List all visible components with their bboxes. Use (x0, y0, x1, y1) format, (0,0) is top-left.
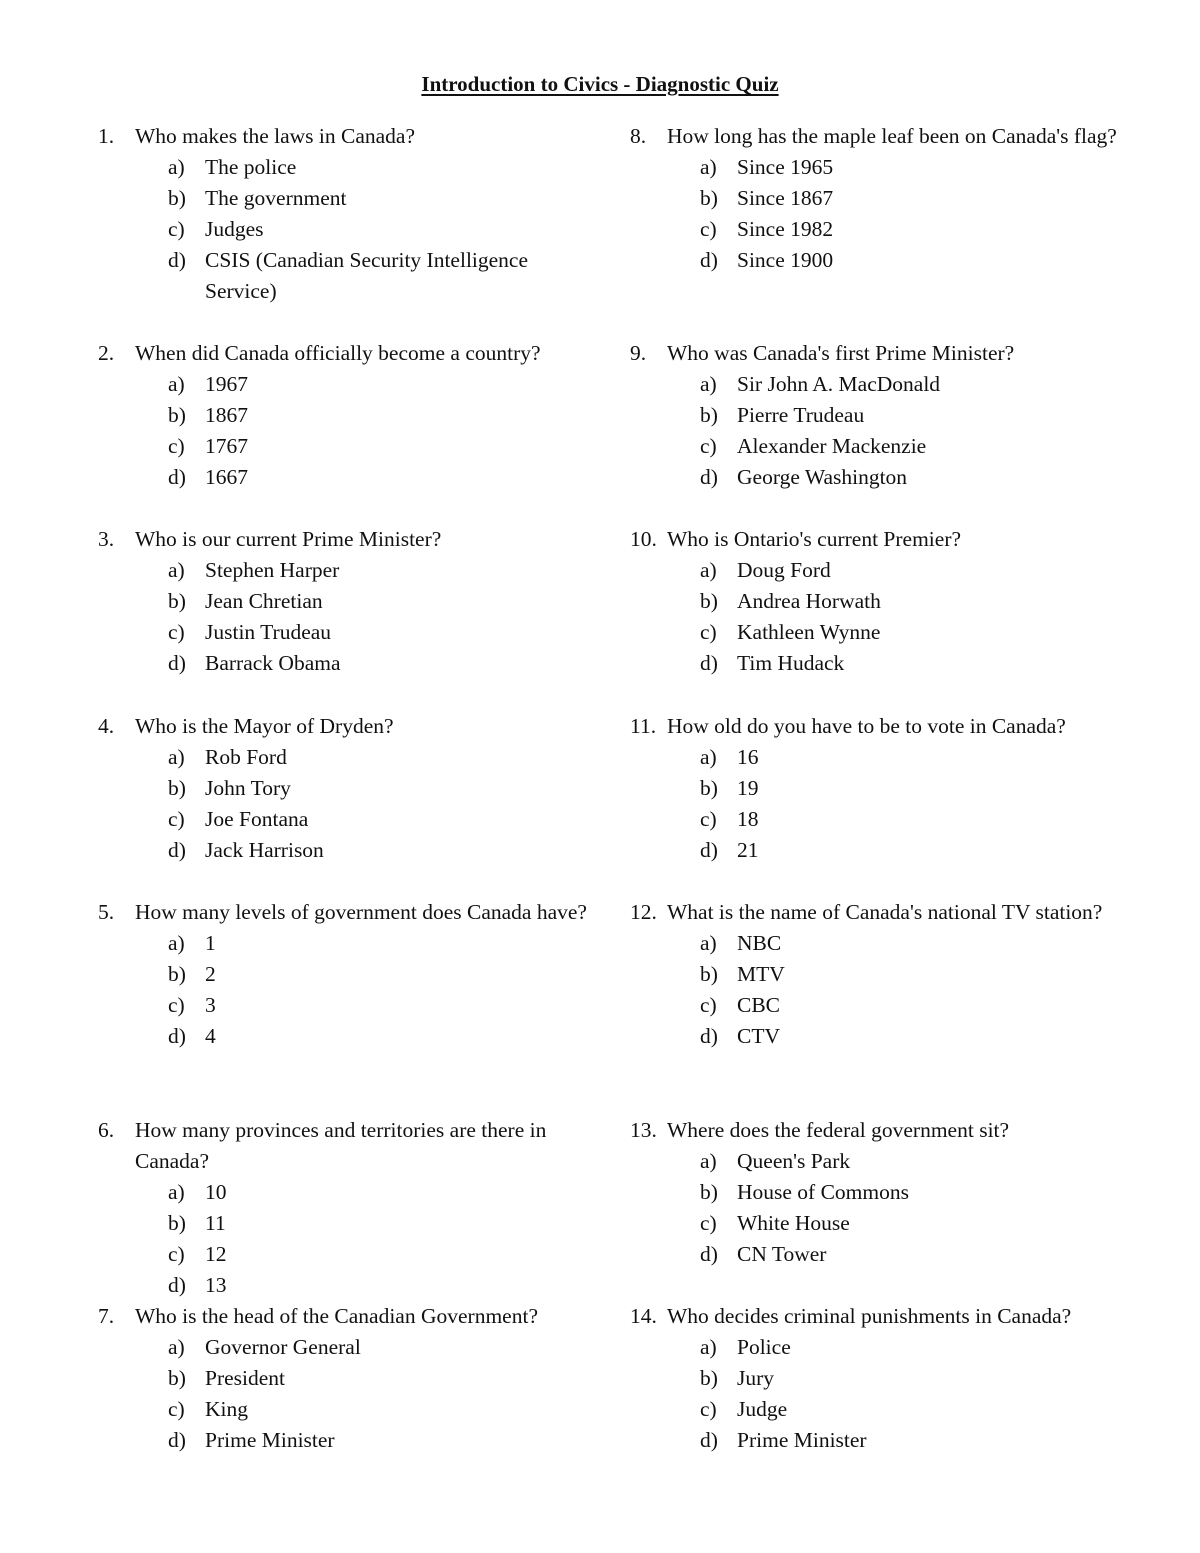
option-letter: c) (168, 807, 185, 831)
answer-options (98, 369, 598, 493)
option-letter: c) (168, 620, 185, 644)
option-text: CSIS (Canadian Security Intelligence Service) (205, 248, 529, 303)
question-7 (98, 1301, 598, 1456)
question-text: Who makes the laws in Canada? (135, 124, 416, 148)
option-letter: c) (700, 1397, 717, 1421)
answer-option (630, 1146, 1120, 1177)
answer-option (98, 742, 598, 773)
option-text: Judge (737, 1397, 788, 1421)
option-letter: b) (700, 776, 718, 800)
option-text: Doug Ford (737, 558, 831, 582)
option-text: White House (737, 1211, 850, 1235)
question-14 (630, 1301, 1120, 1456)
question-text: How long has the maple leaf been on Canada's flag? (667, 124, 1117, 148)
question-stem (98, 524, 598, 555)
answer-options (98, 928, 598, 1052)
answer-options (98, 1332, 598, 1456)
answer-options (98, 1177, 598, 1301)
option-text: Since 1982 (737, 217, 834, 241)
option-letter: d) (700, 248, 718, 272)
question-9 (630, 338, 1120, 493)
question-stem (630, 711, 1120, 742)
question-stem (630, 338, 1120, 369)
question-8 (630, 121, 1120, 276)
option-text: Justin Trudeau (205, 620, 332, 644)
question-1 (98, 121, 598, 307)
option-text: 3 (205, 993, 216, 1017)
option-text: MTV (737, 962, 785, 986)
option-letter: c) (168, 1242, 185, 1266)
option-letter: d) (700, 651, 718, 675)
question-12 (630, 897, 1120, 1052)
question-stem (630, 121, 1120, 152)
option-text: 1867 (205, 403, 248, 427)
question-number: 7. (98, 1304, 115, 1328)
answer-option (630, 369, 1120, 400)
answer-option (98, 1332, 598, 1363)
question-stem (98, 338, 598, 369)
question-stem (98, 1301, 598, 1332)
option-text: 1 (205, 931, 216, 955)
option-text: 19 (737, 776, 759, 800)
option-text: Alexander Mackenzie (737, 434, 927, 458)
option-text: CN Tower (737, 1242, 827, 1266)
answer-option (630, 183, 1120, 214)
answer-option (98, 152, 598, 183)
answer-option (630, 1177, 1120, 1208)
option-text: CTV (737, 1024, 780, 1048)
question-number: 3. (98, 527, 115, 551)
question-text: Who was Canada's first Prime Minister? (667, 341, 1015, 365)
option-letter: b) (700, 186, 718, 210)
question-10 (630, 524, 1120, 679)
option-letter: a) (700, 155, 717, 179)
option-text: Kathleen Wynne (737, 620, 881, 644)
option-text: The government (205, 186, 347, 210)
question-number: 5. (98, 900, 115, 924)
option-text: Since 1965 (737, 155, 834, 179)
answer-option (98, 990, 598, 1021)
question-stem (630, 897, 1120, 928)
option-text: Andrea Horwath (737, 589, 881, 613)
answer-option (630, 1021, 1120, 1052)
question-4 (98, 711, 598, 866)
question-3 (98, 524, 598, 679)
option-text: 1967 (205, 372, 248, 396)
answer-option (630, 773, 1120, 804)
option-letter: d) (168, 1428, 186, 1452)
option-letter: c) (700, 217, 717, 241)
option-text: George Washington (737, 465, 908, 489)
question-11 (630, 711, 1120, 866)
option-text: John Tory (205, 776, 291, 800)
answer-option (630, 245, 1120, 276)
option-letter: b) (168, 962, 186, 986)
option-letter: b) (168, 1366, 186, 1390)
answer-options (630, 742, 1120, 866)
option-letter: d) (168, 651, 186, 675)
answer-option (630, 990, 1120, 1021)
question-13 (630, 1115, 1120, 1270)
option-letter: c) (168, 434, 185, 458)
answer-option (98, 245, 598, 307)
question-text: What is the name of Canada's national TV station? (667, 900, 1103, 924)
question-text: When did Canada officially become a country? (135, 341, 541, 365)
answer-option (630, 431, 1120, 462)
answer-option (630, 1394, 1120, 1425)
option-letter: b) (700, 962, 718, 986)
answer-option (98, 462, 598, 493)
option-letter: d) (168, 838, 186, 862)
answer-option (630, 152, 1120, 183)
answer-options (98, 742, 598, 866)
option-letter: c) (700, 993, 717, 1017)
option-text: 11 (205, 1211, 226, 1235)
option-letter: b) (168, 589, 186, 613)
answer-option (98, 1208, 598, 1239)
answer-option (98, 617, 598, 648)
option-letter: a) (700, 372, 717, 396)
option-text: 2 (205, 962, 216, 986)
answer-option (98, 1425, 598, 1456)
answer-option (630, 742, 1120, 773)
option-letter: a) (700, 931, 717, 955)
option-letter: b) (168, 776, 186, 800)
answer-option (98, 1270, 598, 1301)
question-stem (98, 1115, 598, 1177)
answer-option (98, 369, 598, 400)
option-letter: a) (168, 372, 185, 396)
option-text: Since 1900 (737, 248, 834, 272)
answer-option (98, 1239, 598, 1270)
option-text: 21 (737, 838, 759, 862)
option-text: President (205, 1366, 286, 1390)
answer-options (630, 1146, 1120, 1270)
option-text: Police (737, 1335, 791, 1359)
question-text: Where does the federal government sit? (667, 1118, 1010, 1142)
question-number: 13. (630, 1118, 657, 1142)
option-letter: d) (700, 465, 718, 489)
answer-option (98, 1177, 598, 1208)
option-letter: c) (168, 217, 185, 241)
option-text: Prime Minister (205, 1428, 335, 1452)
option-letter: b) (700, 1366, 718, 1390)
answer-option (630, 586, 1120, 617)
answer-option (630, 617, 1120, 648)
option-letter: a) (168, 155, 185, 179)
option-text: 13 (205, 1273, 227, 1297)
answer-option (98, 773, 598, 804)
option-text: King (205, 1397, 248, 1421)
answer-option (98, 835, 598, 866)
option-text: Queen's Park (737, 1149, 851, 1173)
option-letter: c) (700, 1211, 717, 1235)
answer-option (98, 1394, 598, 1425)
option-text: Rob Ford (205, 745, 287, 769)
option-text: Sir John A. MacDonald (737, 372, 941, 396)
option-letter: d) (168, 1273, 186, 1297)
option-letter: a) (700, 745, 717, 769)
option-letter: a) (168, 745, 185, 769)
question-2 (98, 338, 598, 493)
option-text: Joe Fontana (205, 807, 309, 831)
answer-option (98, 400, 598, 431)
answer-option (98, 928, 598, 959)
option-letter: d) (700, 1024, 718, 1048)
option-text: Pierre Trudeau (737, 403, 865, 427)
answer-option (98, 555, 598, 586)
answer-option (98, 586, 598, 617)
option-letter: d) (700, 1242, 718, 1266)
answer-options (98, 152, 598, 307)
answer-option (98, 804, 598, 835)
question-number: 14. (630, 1304, 657, 1328)
option-letter: d) (700, 1428, 718, 1452)
answer-option (630, 804, 1120, 835)
option-letter: a) (168, 1180, 185, 1204)
option-letter: d) (700, 838, 718, 862)
option-text: Tim Hudack (737, 651, 845, 675)
option-letter: a) (168, 1335, 185, 1359)
answer-options (630, 555, 1120, 679)
option-letter: b) (168, 403, 186, 427)
question-text: Who is our current Prime Minister? (135, 527, 442, 551)
answer-option (630, 1363, 1120, 1394)
answer-option (98, 214, 598, 245)
question-stem (630, 1301, 1120, 1332)
page-title: Introduction to Civics - Diagnostic Quiz (421, 72, 779, 96)
answer-option (630, 835, 1120, 866)
question-text: How many provinces and territories are there in Canada? (135, 1118, 547, 1173)
answer-options (630, 369, 1120, 493)
option-letter: d) (168, 465, 186, 489)
option-text: NBC (737, 931, 782, 955)
question-number: 9. (630, 341, 647, 365)
option-letter: a) (700, 558, 717, 582)
option-letter: d) (168, 1024, 186, 1048)
answer-option (98, 648, 598, 679)
answer-options (630, 928, 1120, 1052)
question-stem (98, 121, 598, 152)
question-stem (98, 711, 598, 742)
option-text: 4 (205, 1024, 216, 1048)
option-text: Judges (205, 217, 264, 241)
question-text: Who is Ontario's current Premier? (667, 527, 962, 551)
option-text: 1767 (205, 434, 248, 458)
question-stem (98, 897, 598, 928)
question-text: Who is the Mayor of Dryden? (135, 714, 394, 738)
option-text: Jury (737, 1366, 775, 1390)
option-text: 1667 (205, 465, 248, 489)
option-letter: a) (700, 1149, 717, 1173)
option-letter: c) (700, 807, 717, 831)
option-letter: c) (168, 993, 185, 1017)
option-text: Barrack Obama (205, 651, 341, 675)
option-letter: b) (700, 1180, 718, 1204)
question-number: 10. (630, 527, 657, 551)
option-text: Stephen Harper (205, 558, 340, 582)
option-text: 16 (737, 745, 759, 769)
answer-option (98, 1021, 598, 1052)
answer-option (630, 1208, 1120, 1239)
question-number: 12. (630, 900, 657, 924)
answer-options (630, 1332, 1120, 1456)
option-letter: c) (700, 620, 717, 644)
answer-options (98, 555, 598, 679)
option-letter: b) (168, 1211, 186, 1235)
option-text: House of Commons (737, 1180, 909, 1204)
option-letter: a) (168, 558, 185, 582)
answer-option (630, 400, 1120, 431)
question-6 (98, 1115, 598, 1301)
option-letter: a) (700, 1335, 717, 1359)
question-text: How many levels of government does Canada have? (135, 900, 587, 924)
answer-option (630, 214, 1120, 245)
question-number: 1. (98, 124, 115, 148)
answer-option (630, 1239, 1120, 1270)
question-number: 6. (98, 1118, 115, 1142)
answer-option (630, 462, 1120, 493)
answer-option (98, 1363, 598, 1394)
option-letter: a) (168, 931, 185, 955)
option-text: Governor General (205, 1335, 361, 1359)
question-number: 8. (630, 124, 647, 148)
option-text: Since 1867 (737, 186, 834, 210)
option-text: Jean Chretian (205, 589, 323, 613)
question-text: Who is the head of the Canadian Government? (135, 1304, 538, 1328)
option-text: 18 (737, 807, 759, 831)
question-text: Who decides criminal punishments in Canada? (667, 1304, 1072, 1328)
question-text: How old do you have to be to vote in Canada? (667, 714, 1066, 738)
answer-option (630, 555, 1120, 586)
option-text: 12 (205, 1242, 227, 1266)
answer-options (630, 152, 1120, 276)
question-number: 11. (630, 714, 657, 738)
option-text: Jack Harrison (205, 838, 324, 862)
option-text: 10 (205, 1180, 227, 1204)
question-stem (630, 1115, 1120, 1146)
option-letter: c) (168, 1397, 185, 1421)
question-stem (630, 524, 1120, 555)
answer-option (630, 928, 1120, 959)
option-text: The police (205, 155, 297, 179)
answer-option (630, 648, 1120, 679)
question-5 (98, 897, 598, 1052)
question-number: 4. (98, 714, 115, 738)
option-text: Prime Minister (737, 1428, 867, 1452)
option-letter: d) (168, 248, 186, 272)
answer-option (98, 183, 598, 214)
option-letter: b) (168, 186, 186, 210)
option-text: CBC (737, 993, 781, 1017)
question-number: 2. (98, 341, 115, 365)
option-letter: b) (700, 403, 718, 427)
answer-option (630, 959, 1120, 990)
answer-option (630, 1425, 1120, 1456)
option-letter: b) (700, 589, 718, 613)
answer-option (98, 431, 598, 462)
option-letter: c) (700, 434, 717, 458)
answer-option (630, 1332, 1120, 1363)
answer-option (98, 959, 598, 990)
